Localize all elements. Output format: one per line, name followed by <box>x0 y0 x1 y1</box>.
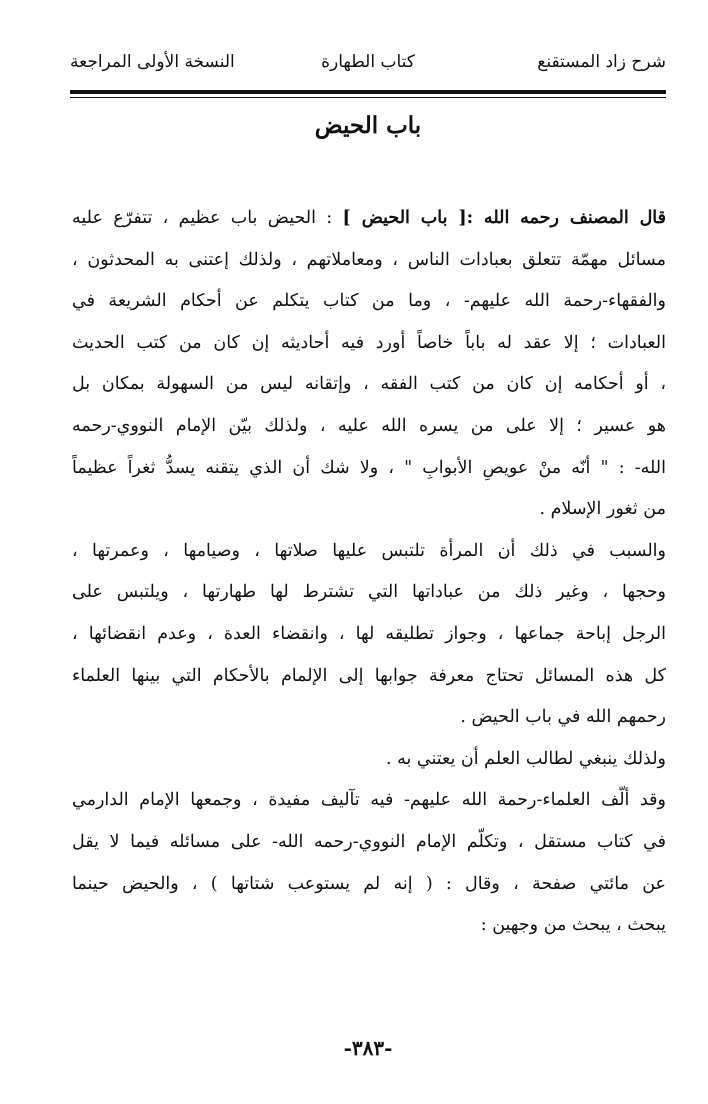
text-line: الرجل إباحة جماعها ، وجواز تطليقه لها ، وانقضاء العدة ، وعدم انقضائها ، <box>72 623 666 644</box>
text-line: مسائل مهمّة تتعلق بعبادات الناس ، ومعاملاتهم ، ولذلك إعتنى به المحدثون ، <box>72 249 666 270</box>
text-line: العبادات ؛ إلا عقد له باباً خاصاً أورد فيه أحاديثه إن كان من كتب الحديث <box>72 332 666 353</box>
header-book-title: شرح زاد المستقنع <box>537 52 666 72</box>
header-edition-note: النسخة الأولى المراجعة <box>70 52 235 72</box>
header-rule-thin <box>70 97 666 98</box>
text-line: كل هذه المسائل تحتاج معرفة جوابها إلى الإلمام بالأحكام التي بينها العلماء <box>72 665 666 686</box>
text-line: من ثغور الإسلام . <box>539 499 666 520</box>
text-line: في كتاب مستقل ، وتكلّم الإمام النووي-رحمه الله- على مسائله فيما لا يقل <box>72 831 666 852</box>
intro-text: : الحيض باب عظيم ، تتفرّع عليه <box>72 208 343 228</box>
text-line: يبحث ، يبحث من وجهين : <box>480 915 666 936</box>
author-quote: قال المصنف رحمه الله :[ باب الحيض ] <box>342 208 666 228</box>
chapter-title: باب الحيض <box>314 112 422 139</box>
text-line: وقد ألّف العلماء-رحمة الله عليهم- فيه تآليف مفيدة ، وجمعها الإمام الدارمي <box>72 790 666 811</box>
text-line: الله- : " أنّه منْ عويصِ الأبوابِ " ، ولا شك أن الذي يتقنه يسدُّ ثغراً عظيماً <box>72 457 666 478</box>
text-line: ، أو أحكامه إن كان من كتب الفقه ، وإتقانه ليس من السهولة بمكان بل <box>72 374 666 395</box>
header-rule-thick <box>70 90 666 94</box>
header-section-title: كتاب الطهارة <box>321 52 415 72</box>
text-line: رحمهم الله في باب الحيض . <box>460 707 666 728</box>
page-number: -٣٨٣- <box>343 1036 393 1060</box>
text-line: وحجها ، وغير ذلك من عباداتها التي تشترط لها طهارتها ، ويلتبس على <box>72 582 666 603</box>
text-line <box>72 198 666 240</box>
running-header <box>70 52 666 82</box>
text-line: ولذلك ينبغي لطالب العلم أن يعتني به . <box>385 748 666 769</box>
text-line: والسبب في ذلك أن المرأة تلتبس عليها صلاتها ، وصيامها ، وعمرتها ، <box>72 540 666 561</box>
text-line: والفقهاء-رحمة الله عليهم- ، وما من كتاب يتكلم عن أحكام الشريعة في <box>72 291 666 312</box>
text-line: عن مائتي صفحة ، وقال : ( إنه لم يستوعب شتاتها ) ، والحيض حينما <box>72 873 666 894</box>
body-text <box>72 198 666 947</box>
text-line: هو عسير ؛ إلا على من يسره الله عليه ، ولذلك بيّن الإمام النووي-رحمه <box>72 415 666 436</box>
